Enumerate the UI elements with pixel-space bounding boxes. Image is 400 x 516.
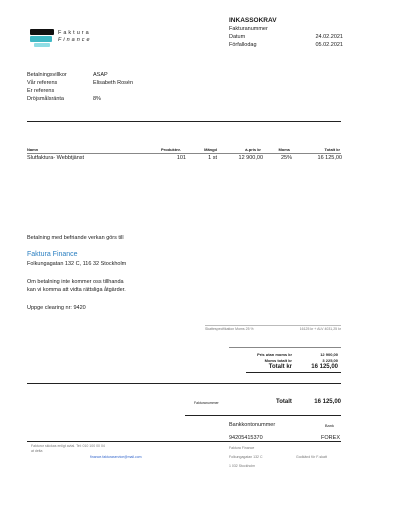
date-value: 24.02.2021 bbox=[315, 34, 343, 40]
col-header-product: Produktnr. bbox=[160, 147, 181, 152]
our-reference-label: Vår referens bbox=[27, 80, 58, 86]
divider-bank-top bbox=[185, 415, 341, 416]
bank-name-value: FOREX bbox=[321, 435, 340, 441]
row-product: 101 bbox=[176, 155, 186, 161]
payment-company: Faktura Finance bbox=[27, 251, 78, 258]
logo-mark-teal bbox=[30, 36, 52, 42]
due-date-label: Förfallodag bbox=[229, 42, 257, 48]
late-interest-label: Dröjsmålsränta bbox=[27, 96, 64, 102]
col-header-price: á-pris kr bbox=[245, 147, 261, 152]
date-label: Datum bbox=[229, 34, 246, 40]
col-header-name: Namn bbox=[27, 147, 39, 152]
bank-account-value: 94205415370 bbox=[229, 435, 263, 441]
document-title: INKASSOKRAV bbox=[229, 17, 277, 24]
due-date-value: 05.02.2021 bbox=[315, 42, 343, 48]
col-header-qty: Mängd bbox=[204, 147, 217, 152]
logo-text-line1: Faktura bbox=[58, 30, 91, 36]
logo-text-line2: Finance bbox=[58, 37, 92, 43]
row-qty: 1 st bbox=[208, 155, 217, 161]
logo-mark-dark bbox=[30, 29, 54, 35]
footer-email-link[interactable]: finance.fakturaservice@mail.com bbox=[90, 455, 142, 459]
divider-footer bbox=[27, 441, 341, 442]
summary-total-label: Totalt bbox=[276, 399, 292, 405]
late-interest-value: 8% bbox=[93, 96, 101, 102]
row-price: 12 900,00 bbox=[238, 155, 263, 161]
bank-account-label: Bankkontonummer bbox=[229, 422, 276, 428]
divider-top bbox=[27, 121, 341, 122]
row-name: Slutfaktura- Webbtjänst bbox=[27, 155, 85, 161]
payment-terms-value: ASAP bbox=[93, 72, 108, 78]
vat-spec-value: 16125 kr + ALV 4031,25 kr bbox=[299, 327, 341, 331]
footer-vat-note: Godkänd för F-skatt bbox=[296, 455, 327, 459]
vat-total-label: Moms totalt kr bbox=[264, 358, 292, 363]
col-header-total: Totalt kr bbox=[324, 147, 340, 152]
logo-mark-light bbox=[34, 43, 50, 47]
invoice-number-label: Fakturanummer bbox=[229, 26, 268, 32]
vat-spec-label: Skattespecifikation Moms 25 % bbox=[205, 327, 254, 331]
our-reference-value: Elisabeth Rosén bbox=[93, 80, 134, 86]
footer-left-line1: Fakturor skickas enligt avtal. Tel: 010 100 00 04 bbox=[31, 444, 105, 448]
price-excl-vat-label: Pris utan moms kr bbox=[257, 352, 292, 357]
payment-intro: Betalning med befriande verkan görs till bbox=[27, 235, 124, 241]
footer-address-line2: 1 032 Stockholm bbox=[229, 464, 256, 468]
payment-address: Folkungagatan 132 C, 116 32 Stockholm bbox=[27, 261, 127, 267]
footer-address-line1: Folkungagatan 132 C bbox=[229, 455, 263, 459]
col-header-vat: Moms bbox=[278, 147, 290, 152]
price-excl-vat-value: 12 900,00 bbox=[320, 352, 338, 357]
divider-summary bbox=[27, 383, 341, 384]
vat-total-value: 3 225,00 bbox=[322, 358, 338, 363]
bank-name-label: Bank bbox=[324, 423, 334, 428]
row-total: 16 125,00 bbox=[317, 155, 342, 161]
your-reference-label: Er referens bbox=[27, 88, 55, 94]
payment-note-line1: Om betalning inte kommer oss tillhanda bbox=[27, 279, 124, 285]
clearing-number: Uppge clearing nr: 9420 bbox=[27, 305, 86, 311]
row-vat: 25% bbox=[280, 155, 292, 161]
grand-total-value: 16 125,00 bbox=[311, 364, 338, 370]
summary-total-value: 16 125,00 bbox=[314, 399, 341, 405]
totals-bottom-rule bbox=[246, 372, 341, 373]
footer-left-line2: at delta bbox=[31, 449, 43, 453]
payment-terms-label: Betalningsvillkor bbox=[27, 72, 67, 78]
totals-top-rule bbox=[229, 347, 341, 348]
vat-spec-rule bbox=[205, 325, 341, 326]
payment-note-line2: kan vi komma att vidta rättsliga åtgärder. bbox=[27, 287, 126, 293]
footer-company: Faktura Finance bbox=[229, 446, 255, 450]
table-header-rule bbox=[27, 153, 341, 154]
summary-invoice-number-label: Fakturanummer bbox=[194, 401, 219, 405]
company-logo bbox=[30, 27, 125, 51]
grand-total-label: Totalt kr bbox=[268, 364, 292, 370]
